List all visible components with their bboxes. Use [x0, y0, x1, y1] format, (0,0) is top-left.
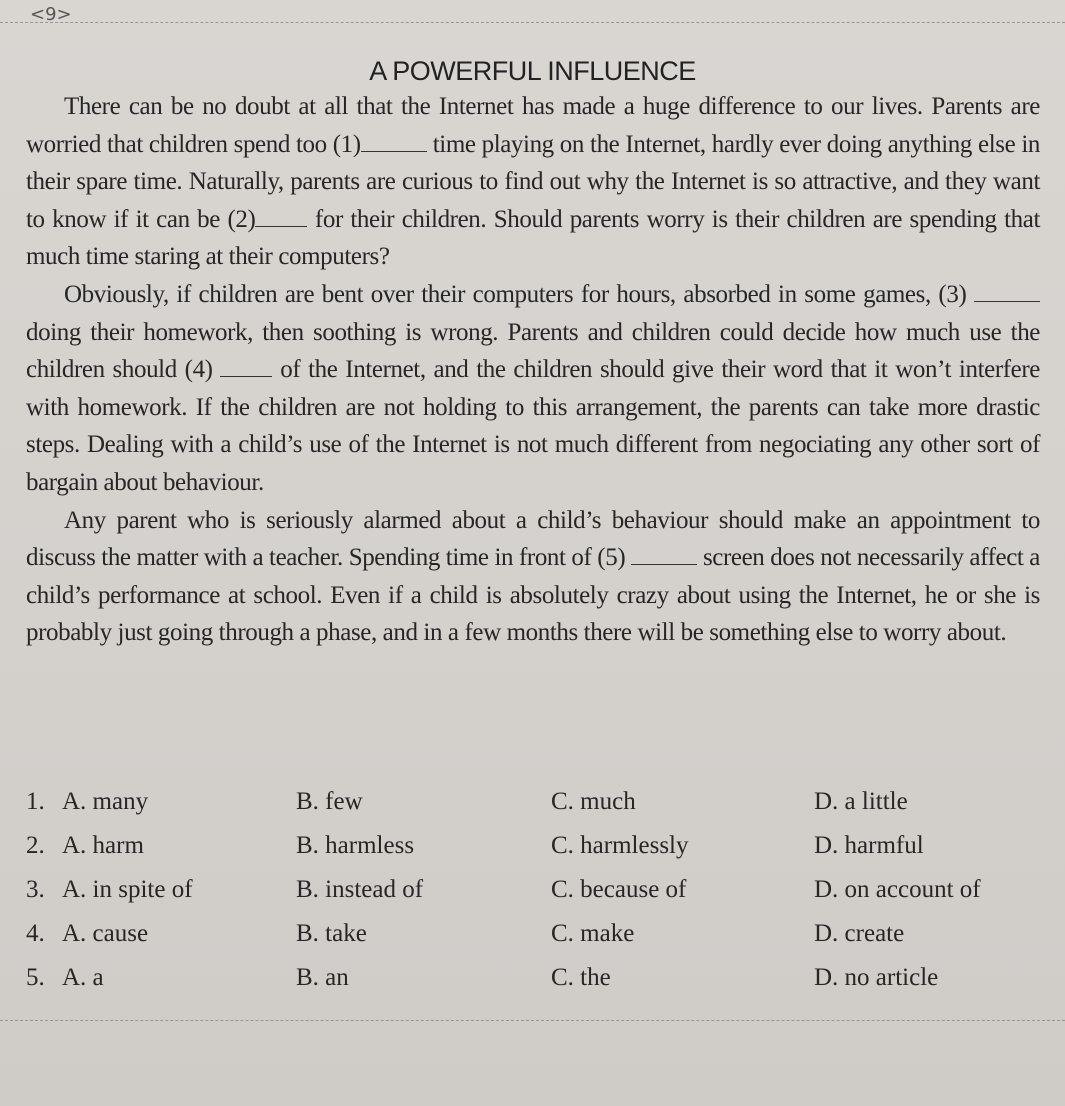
paragraph-1-text-b: time playing on the Internet, hardly ever doing anything else in their spare time. Naturally, parents are curious to find out why the Internet is so attractive, and they want to know if it can be (2): [26, 130, 1040, 233]
question-number: 2.: [26, 832, 45, 859]
question-row-2: [26, 832, 1040, 876]
option-c: C. because of: [551, 876, 687, 903]
option-d: D. harmful: [814, 832, 924, 859]
option-a: A. harm: [62, 832, 144, 859]
top-dashed-rule: [0, 22, 1065, 23]
paragraph-1-text-a: There can be no doubt at all that the Internet has made a huge difference to our lives. Parents are worried that children spend too (1): [26, 93, 1040, 158]
option-a: A. in spite of: [62, 876, 193, 903]
question-row-5: [26, 964, 1040, 1008]
paragraph-2-text-c: of the Internet, and the children should give their word that it won’t interfere with homework. If the children are not holding to this arrangement, the parents can take more drastic steps. Dealing with a child’s use of the Internet is not much different from negociating any other sort of bargain about behaviour.: [26, 356, 1040, 496]
blank-5: [631, 546, 697, 565]
paragraph-2: [26, 276, 1040, 502]
question-row-3: [26, 876, 1040, 920]
option-b: B. harmless: [296, 832, 415, 859]
passage-title: A POWERFUL INFLUENCE: [369, 56, 696, 86]
blank-2: [255, 208, 307, 227]
paragraph-3-text-b: screen does not necessarily affect a child’s performance at school. Even if a child is absolutely crazy about using the Internet, he or she is probably just going through a phase, and in a few months there will be something else to worry about.: [26, 544, 1040, 647]
option-a: A. cause: [62, 920, 149, 947]
option-d: D. no article: [814, 964, 939, 991]
blank-4: [220, 358, 272, 377]
question-number: 4.: [26, 920, 45, 947]
option-b: B. an: [296, 964, 349, 991]
option-b: B. instead of: [296, 876, 424, 903]
page-number-marker: <9>: [30, 4, 72, 25]
option-c: C. the: [551, 964, 611, 991]
option-c: C. harmlessly: [551, 832, 689, 859]
option-a: A. many: [62, 788, 149, 815]
paragraph-2-text-b: doing their homework, then soothing is wrong. Parents and children could decide how much use the children should (4): [26, 318, 1040, 384]
option-c: C. much: [551, 788, 636, 815]
question-row-4: [26, 920, 1040, 964]
blank-3: [974, 283, 1040, 302]
option-d: D. create: [814, 920, 905, 947]
paragraph-3-text-a: Any parent who is seriously alarmed about a child’s behaviour should make an appointment to discuss the matter with a teacher. Spending time in front of (5): [26, 506, 1040, 572]
option-c: C. make: [551, 920, 635, 947]
paragraph-1-text-c: for their children. Should parents worry is their children are spending that much time staring at their computers?: [26, 205, 1040, 271]
paragraph-2-text-a: Obviously, if children are bent over their computers for hours, absorbed in some games, (3): [64, 280, 974, 308]
bottom-dashed-rule: [0, 1020, 1065, 1021]
option-b: B. few: [296, 788, 363, 815]
question-number: 1.: [26, 788, 45, 815]
option-b: B. take: [296, 920, 367, 947]
blank-1: [361, 133, 427, 152]
question-row-1: [26, 788, 1040, 832]
option-d: D. a little: [814, 788, 908, 815]
paragraph-3: [26, 502, 1040, 652]
reading-passage: [26, 88, 1040, 652]
question-number: 5.: [26, 964, 45, 991]
paragraph-1: [26, 88, 1040, 276]
option-a: A. a: [62, 964, 104, 991]
question-number: 3.: [26, 876, 45, 903]
option-d: D. on account of: [814, 876, 981, 903]
answer-options: [26, 788, 1040, 1008]
